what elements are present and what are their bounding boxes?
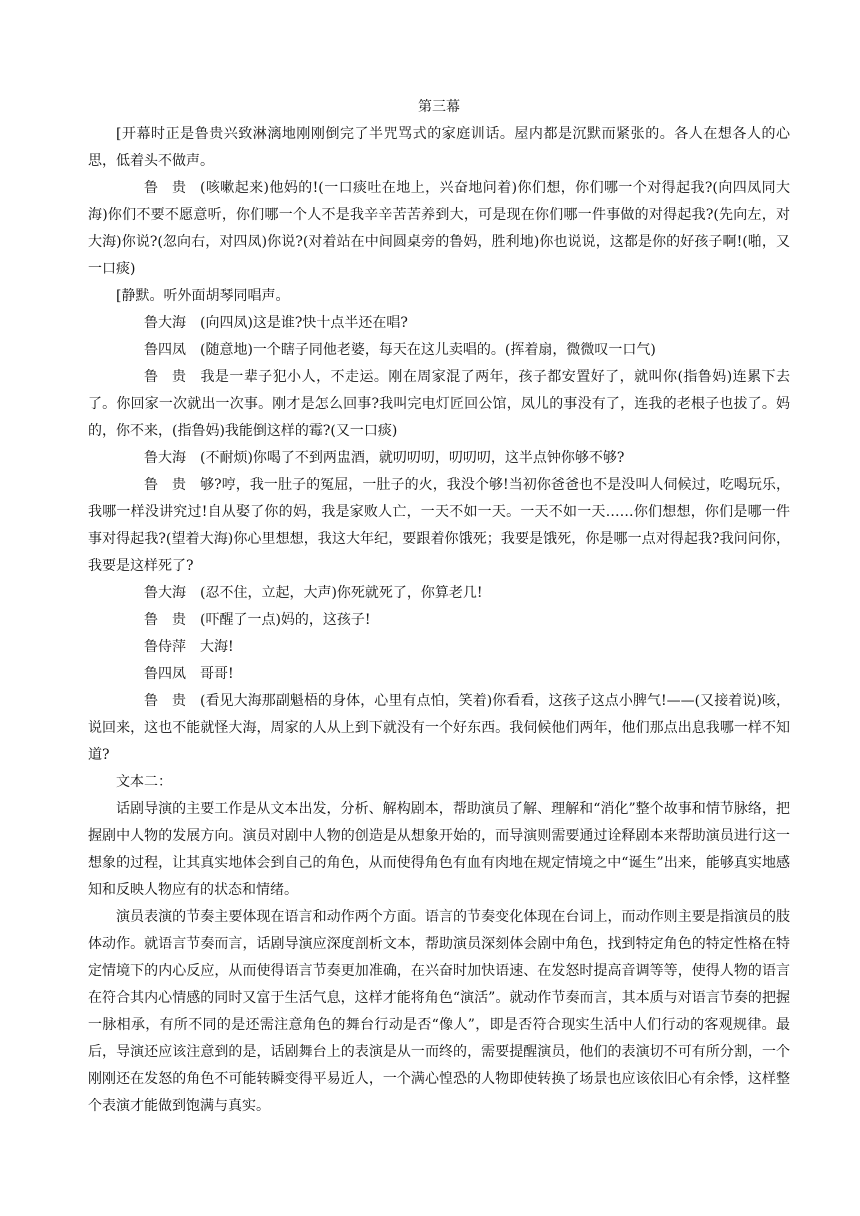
- dialogue-text: 大海!: [200, 639, 234, 655]
- dialogue-text: (不耐烦)你喝了不到两盅酒，就叨叨叨，叨叨叨，这半点钟你够不够?: [200, 450, 625, 466]
- dialogue-text: (随意地)一个瞎子同他老婆，每天在这儿卖唱的。(挥着扇，微微叹一口气): [200, 342, 656, 358]
- document-page: [88, 94, 790, 1120]
- speaker-name: 鲁四凤: [144, 666, 186, 682]
- dialogue-text: (忍不住，立起，大声)你死就死了，你算老几!: [200, 585, 483, 601]
- act-heading: 第三幕: [418, 99, 460, 115]
- dialogue-line: [88, 661, 790, 688]
- speaker-name: 鲁 贵: [144, 180, 186, 196]
- dialogue-text: 够?哼，我一肚子的冤屈，一肚子的火，我没个够!当初你爸爸也不是没叫人伺候过，吃喝玩乐，我哪一样没讲究过!自从娶了你的妈，我是家败人亡，一天不如一天。一天不如一天……你们想想，你们是哪一件事对得起我?(望着大海)你心里想想，我这大年纪，要跟着你饿死；我要是饿死，你是哪一点对得起我?我问问你，我要是这样死了?: [88, 477, 790, 574]
- dialogue-line: [88, 337, 790, 364]
- dialogue-text: (吓醒了一点)妈的，这孩子!: [200, 612, 371, 628]
- dialogue-text: (向四凤)这是谁?快十点半还在唱?: [200, 315, 408, 331]
- speaker-name: 鲁大海: [144, 315, 186, 331]
- stage-direction: [静默。听外面胡琴同唱声。: [116, 288, 290, 304]
- dialogue-line: [88, 310, 790, 337]
- essay-paragraph: 演员表演的节奏主要体现在语言和动作两个方面。语言的节奏变化体现在台词上，而动作则主要是指演员的肢体动作。就语言节奏而言，话剧导演应深度剖析文本，帮助演员深刻体会剧中角色，找到特定角色的特定性格在特定情境下的内心反应，从而使得语言节奏更加准确，在兴奋时加快语速、在发怒时提高音调等等，使得人物的语言在符合其内心情感的同时又富于生活气息，这样才能将角色“演活”。就动作节奏而言，其本质与对语言节奏的把握一脉相承，有所不同的是还需注意角色的舞台行动是否“像人”，即是否符合现实生活中人们行动的客观规律。最后，导演还应该注意到的是，话剧舞台上的表演是从一而终的，需要提醒演员，他们的表演切不可有所分割，一个刚刚还在发怒的角色不可能转瞬变得平易近人，一个满心惶恐的人物即使转换了场景也应该依旧心有余悸，这样整个表演才能做到饱满与真实。: [88, 909, 790, 1114]
- dialogue-line: [88, 580, 790, 607]
- dialogue-line: [88, 175, 790, 283]
- dialogue-text: (看见大海那副魁梧的身体，心里有点怕，笑着)你看看，这孩子这点小脾气!——(又接着说)咳，说回来，这也不能就怪大海，周家的人从上到下就没有一个好东西。我伺候他们两年，他们那点出息我哪一样不知道?: [88, 693, 790, 763]
- speaker-name: 鲁大海: [144, 450, 186, 466]
- dialogue-text: 我是一辈子犯小人，不走运。刚在周家混了两年，孩子都安置好了，就叫你(指鲁妈)连累下去了。你回家一次就出一次事。刚才是怎么回事?我叫完电灯匠回公馆，凤儿的事没有了，连我的老根子也拔了。妈的，你不来，(指鲁妈)我能倒这样的霉?(又一口痰): [88, 369, 790, 439]
- dialogue-line: [88, 472, 790, 580]
- dialogue-text: (咳嗽起来)他妈的!(一口痰吐在地上，兴奋地问着)你们想，你们哪一个对得起我?(向四凤同大海)你们不要不愿意听，你们哪一个人不是我辛辛苦苦养到大，可是现在你们哪一件事做的对得起我?(先向左，对大海)你说?(忽向右，对四凤)你说?(对着站在中间圆桌旁的鲁妈，胜利地)你也说说，这都是你的好孩子啊!(啪，又一口痰): [88, 180, 790, 277]
- stage-direction-opening: [开幕时正是鲁贵兴致淋漓地刚刚倒完了半咒骂式的家庭训话。屋内都是沉默而紧张的。各人在想各人的心思，低着头不做声。: [88, 126, 790, 169]
- speaker-name: 鲁 贵: [144, 612, 186, 628]
- section-label-text-two: 文本二：: [116, 774, 172, 790]
- speaker-name: 鲁侍萍: [144, 639, 186, 655]
- speaker-name: 鲁 贵: [144, 693, 186, 709]
- essay-paragraph: 话剧导演的主要工作是从文本出发，分析、解构剧本，帮助演员了解、理解和“消化”整个故事和情节脉络，把握剧中人物的发展方向。演员对剧中人物的创造是从想象开始的，而导演则需要通过诠释剧本来帮助演员进行这一想象的过程，让其真实地体会到自己的角色，从而使得角色有血有肉地在规定情境之中“诞生”出来，能够真实地感知和反映人物应有的状态和情绪。: [88, 801, 790, 898]
- speaker-name: 鲁大海: [144, 585, 186, 601]
- speaker-name: 鲁 贵: [144, 369, 186, 385]
- dialogue-line: [88, 364, 790, 445]
- dialogue-line: [88, 445, 790, 472]
- speaker-name: 鲁四凤: [144, 342, 186, 358]
- speaker-name: 鲁 贵: [144, 477, 186, 493]
- dialogue-line: [88, 688, 790, 769]
- dialogue-line: [88, 634, 790, 661]
- dialogue-line: [88, 607, 790, 634]
- dialogue-text: 哥哥!: [200, 666, 234, 682]
